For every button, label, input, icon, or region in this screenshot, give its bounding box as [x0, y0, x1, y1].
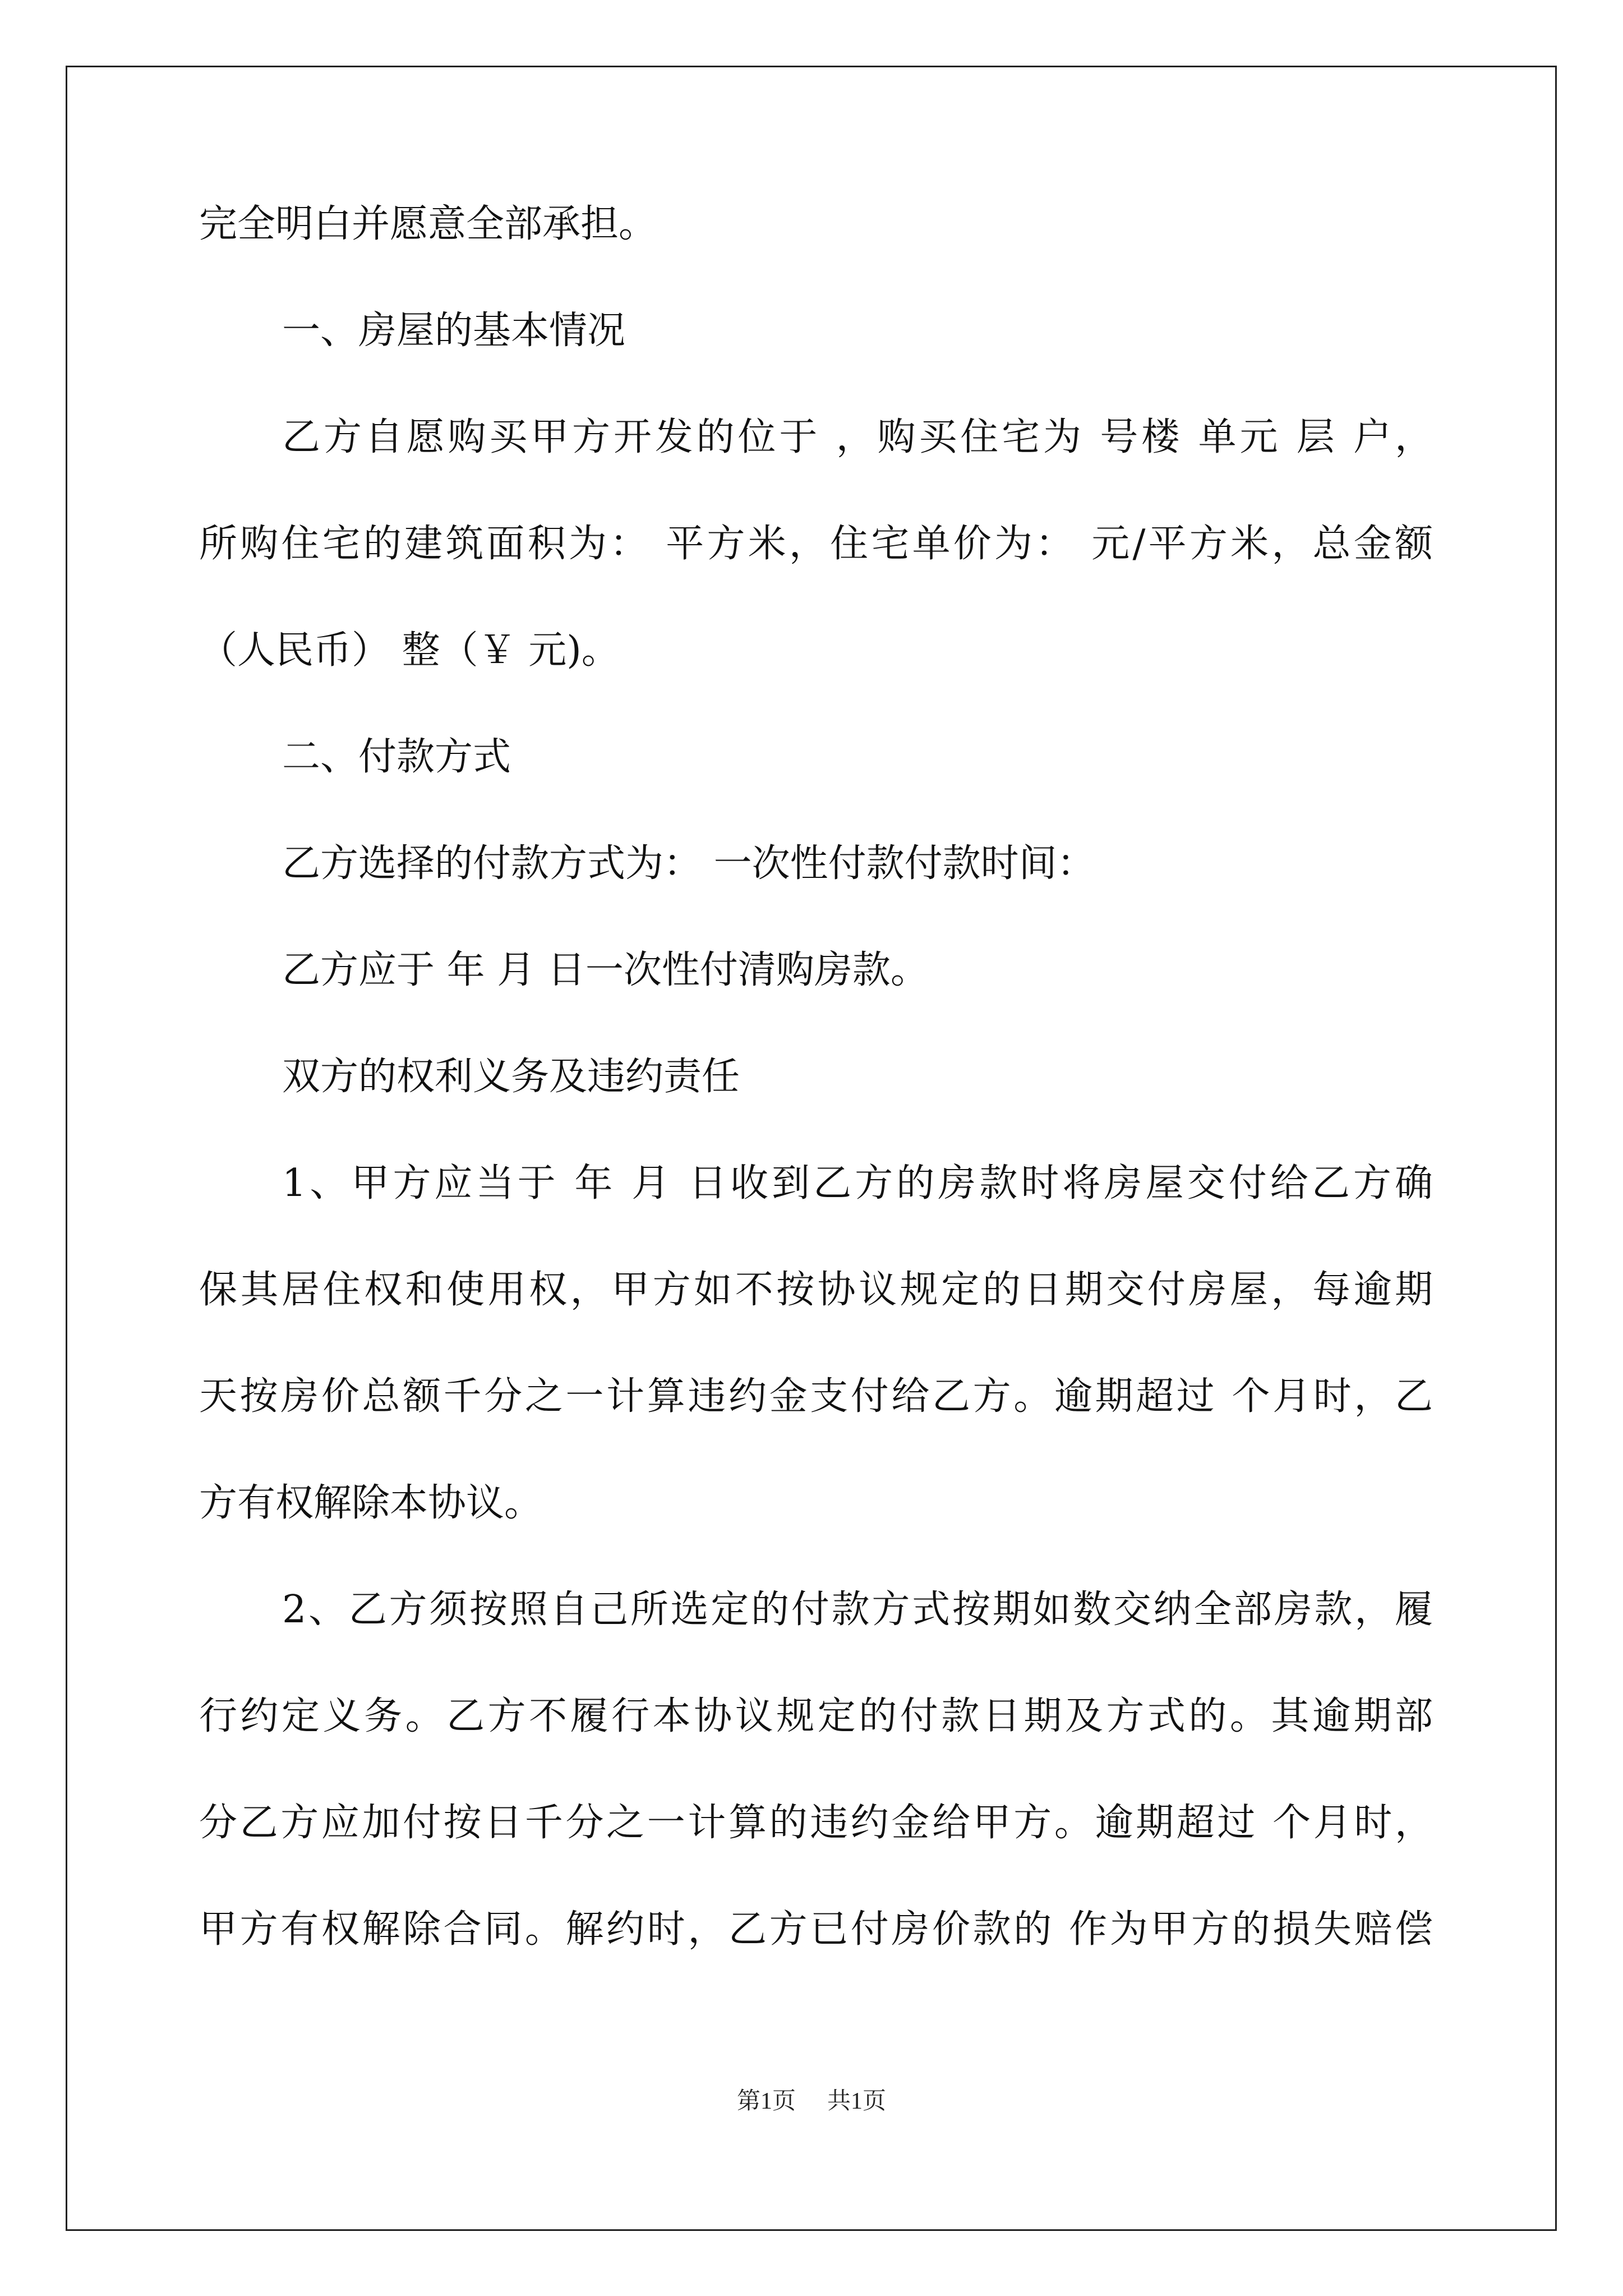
text-line-4: 所购住宅的建筑面积为： 平方米，住宅单价为： 元/平方米，总金额: [199, 522, 1433, 566]
page-footer: [0, 2085, 1623, 2118]
section-heading-rights: 双方的权利义务及违约责任: [282, 1055, 740, 1099]
text-line-14: 2、乙方须按照自己所选定的付款方式按期如数交纳全部房款，履: [282, 1588, 1433, 1632]
total-pages: 共1页: [827, 2088, 887, 2114]
text-line-7: 乙方选择的付款方式为： 一次性付款付款时间：: [282, 841, 1095, 886]
section-heading-property: 一、房屋的基本情况: [282, 309, 626, 353]
text-line-1: 完全明白并愿意全部承担。: [199, 202, 657, 246]
text-line-17: 甲方有权解除合同。解约时，乙方已付房价款的 作为甲方的损失赔偿: [199, 1907, 1433, 1952]
text-line-16: 分乙方应加付按日千分之一计算的违约金给甲方。逾期超过 个月时，: [199, 1801, 1433, 1845]
text-line-15: 行约定义务。乙方不履行本协议规定的付款日期及方式的。其逾期部: [199, 1694, 1433, 1738]
section-heading-payment: 二、付款方式: [282, 735, 511, 779]
text-line-12: 天按房价总额千分之一计算违约金支付给乙方。逾期超过 个月时，乙: [199, 1374, 1433, 1419]
text-line-8: 乙方应于 年 月 日一次性付清购房款。: [282, 948, 929, 992]
text-line-13: 方有权解除本协议。: [199, 1481, 543, 1525]
text-line-5: （人民币） 整（￥ 元)。: [199, 628, 620, 673]
page-number: 第1页: [736, 2088, 796, 2114]
text-line-10: 1、甲方应当于 年 月 日收到乙方的房款时将房屋交付给乙方确: [282, 1161, 1433, 1205]
text-line-3: 乙方自愿购买甲方开发的位于 ，购买住宅为 号楼 单元 层 户，: [282, 415, 1433, 459]
text-line-11: 保其居住权和使用权，甲方如不按协议规定的日期交付房屋，每逾期: [199, 1268, 1433, 1312]
